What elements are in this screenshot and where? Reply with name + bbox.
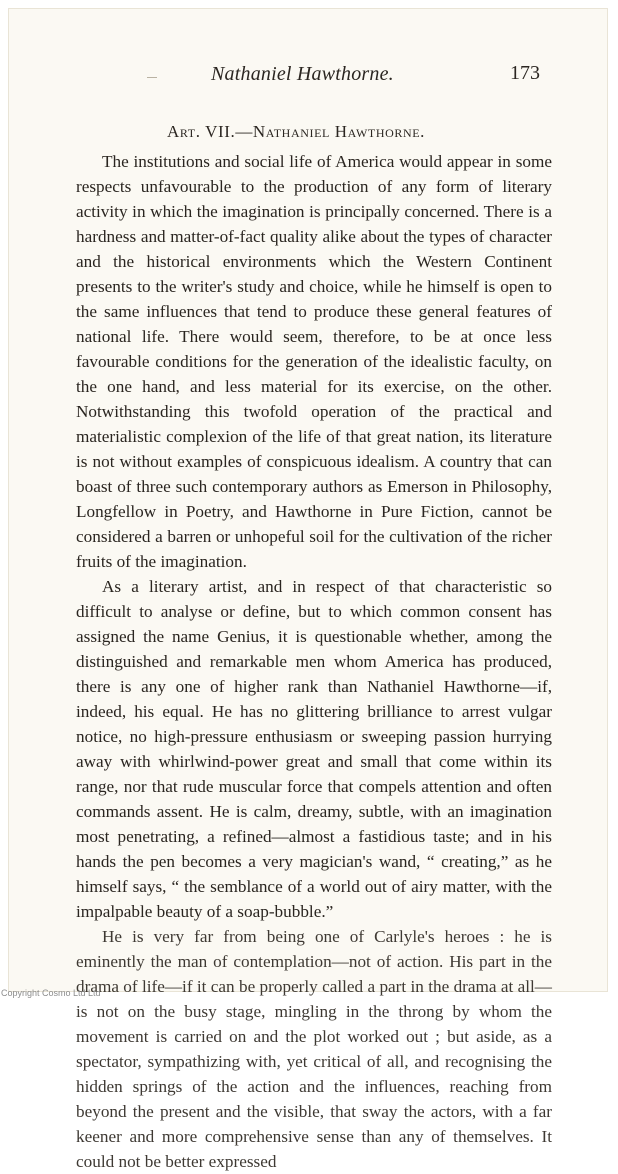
- header-rule: [147, 77, 157, 78]
- article-body: [76, 149, 552, 1174]
- page-number: 173: [510, 62, 540, 84]
- paragraph-1: The institutions and social life of America would appear in some respects unfavourable to the production of any form of literary activity in which the imagination is principally concerned. There is a hardness and matter-of-fact quality alike about the types of character and the historical environments which the Western Continent presents to the writer's study and choice, while he himself is open to the same influences that tend to produce these general features of national life. There would seem, therefore, to be at once less favourable conditions for the generation of the idealistic faculty, on the one hand, and less material for its exercise, on the other. Notwithstanding this twofold operation of the practical and materialistic complexion of the life of that great nation, its literature is not without examples of conspicuous idealism. A country that can boast of three such contemporary authors as Emerson in Philosophy, Longfellow in Poetry, and Hawthorne in Pure Fiction, cannot be considered a barren or unhopeful soil for the cultivation of the richer fruits of the imagination.: [76, 152, 552, 571]
- copyright-notice: Copyright Cosmo Ltd Ltd: [1, 988, 101, 998]
- paragraph-2: As a literary artist, and in respect of that characteristic so difficult to analyse or define, but to which common consent has assigned the name Genius, it is questionable whether, among the distinguished and remarkable men whom America has produced, there is any one of higher rank than Nathaniel Hawthorne—if, indeed, his equal. He has no glittering brilliance to arrest vulgar notice, no high-pressure enthusiasm or sweeping passion hurrying away with whirlwind-power great and small that come within its range, nor that rude muscular force that compels attention and often commands assent. He is calm, dreamy, subtle, with an imagination most penetrating, a refined—almost a fastidious taste; and in his hands the pen becomes a very magician's wand, “ creating,” as he himself says, “ the semblance of a world out of airy matter, with the impalpable beauty of a soap-bubble.”: [76, 577, 552, 921]
- running-title: Nathaniel Hawthorne.: [211, 63, 394, 85]
- article-heading: Art. VII.—Nathaniel Hawthorne.: [167, 122, 425, 141]
- paragraph-3: He is very far from being one of Carlyle's heroes : he is eminently the man of contemplation—not of action. His part in the drama of life—if it can be properly called a part in the drama at all—is not on the busy stage, mingling in the throng by whom the movement is carried on and the plot worked out ; but aside, as a spectator, sympathizing with, yet critical of all, and recognising the hidden springs of the action and the influences, reaching from beyond the present and the visible, that sway the actors, with a far keener and more comprehensive sense than any of themselves. It could not be better expressed: [76, 927, 552, 1171]
